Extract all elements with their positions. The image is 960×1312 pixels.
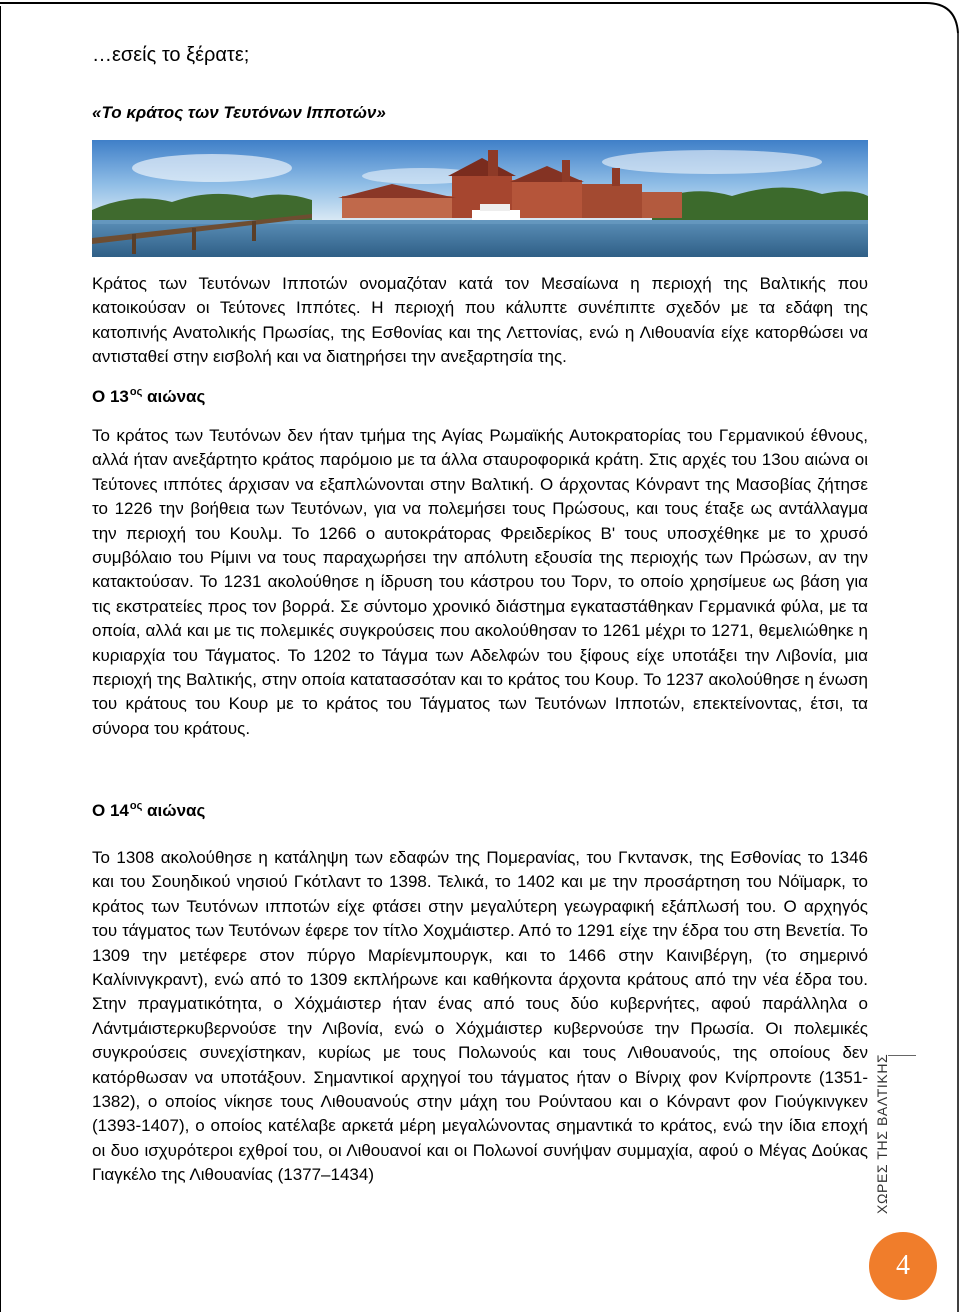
- section-title-suffix: αιώνας: [142, 387, 206, 406]
- section-title-superscript: ος: [129, 386, 143, 398]
- page-number: 4: [896, 1250, 910, 1281]
- section-title-superscript: ος: [129, 800, 143, 812]
- page-heading: …εσείς το ξέρατε;: [92, 44, 250, 66]
- side-label-text: ΧΩΡΕΣ ΤΗΣ ΒΑΛΤΙΚΗΣ: [874, 1053, 890, 1214]
- section-title-13th-century: [92, 386, 205, 407]
- section-title-suffix: αιώνας: [142, 801, 206, 820]
- page-number-badge: [869, 1232, 937, 1300]
- section-title-prefix: Ο 13: [92, 387, 129, 406]
- section-title-prefix: Ο 14: [92, 801, 129, 820]
- section-14-paragraph: Το 1308 ακολούθησε η κατάληψη των εδαφών της Πομερανίας, του Γκντανσκ, της Εσθονίας το 1346 και του Σουηδικού νησιού Γκότλαντ το 1398. Τελικά, το 1402 και με την προσάρτηση του Νόϊμαρκ, το κράτος των Τευτόνων ιπποτών είχε φτάσει στην μεγαλύτερη γεωγραφική εξάπλωσή του. Ο αρχηγός του τάγματος των Τευτόνων έφερε τον τίτλο Χοχμάιστερ. Από το 1291 είχε την έδρα του στη Βενετία. Το 1309 την μετέφερε στον πύργο Μαρίενμπουργκ, και το 1466 στην Καινιβέργη, (το σημερινό Καλίνινγκραντ), ενώ από το 1309 εκπλήρωνε και καθήκοντα άρχοντα κράτους από την νέα έδρα του. Στην πραγματικότητα, ο Χόχμάιστερ ήταν ένας από τους δύο κυβερνήτες, αφού παράλληλα ο Λάντμάιστερκυβερνούσε την Λιβονία, ενώ ο Χόχμάιστερ κυβερνούσε την Πρωσία. Οι πολεμικές συγκρούσεις συνεχίστηκαν, κυρίως με τους Πολωνούς και τους Λιθουανούς, της οποίους δεν κατόρθωσαν να υποτάξουν. Σημαντικοί αρχηγοί του τάγματος ήταν ο Βίνριχ φον Κνίρπροντε (1351-1382), ο οποίος νίκησε τους Λιθουανούς στην μάχη του Ρούνταου και ο Κόνραντ φον Γιούγκινγκεν (1393-1407), ο οποίος κατέλαβε αρκετά μέρη μεγαλώνοντας σημαντικά το κράτος, ενώ την ίδια εποχή οι δυο ισχυρότεροι εχθροί του, οι Λιθουανοί και οι Πολωνοί συνήψαν συμμαχία, αφού ο Μέγας Δούκας Γιαγκέλο της Λιθουανίας (1377–1434): [92, 848, 868, 1185]
- castle-panorama-image: [92, 140, 868, 257]
- side-running-header: [874, 1054, 890, 1214]
- article-title: «Το κράτος των Τευτόνων Ιπποτών»: [92, 103, 386, 122]
- section-13-paragraph: Το κράτος των Τευτόνων δεν ήταν τμήμα της Αγίας Ρωμαϊκής Αυτοκρατορίας του Γερμανικού έθνους, αλλά ήταν ανεξάρτητο κράτος παρόμοιο με τα άλλα σταυροφορικά κράτη. Στις αρχές του 13ου αιώνα οι Τεύτονες ιππότες άρχισαν να εξαπλώνονται στην Βαλτική. Ο άρχοντας Κόνραντ της Μασοβίας ζήτησε το 1226 την βοήθεια των Τευτόνων, για να πολεμήσει τους Πρώσους, και τους έταξε ως αντάλλαγμα την περιοχή του Κουλμ. Το 1266 ο αυτοκράτορας Φρειδερίκος Β' τους υποσχέθηκε με το χρυσό συμβόλαιο του Ρίμινι να τους παραχωρήσει την απόλυτη εξουσία της περιοχής των Πρώσων, αν την κατακτούσαν. Το 1231 ακολούθησε η ίδρυση του κάστρου του Τορν, το οποίο χρησίμευε ως βάση για τις εκστρατείες προς τον βορρά. Σε σύντομο χρονικό διάστημα εγκαταστάθηκαν Γερμανικά φύλα, με τα οποία, αλλά και με τις πολεμικές συγκρούσεις που ακολούθησαν το 1261 μέχρι το 1271, θεμελιώθηκε η κυριαρχία του Τάγματος. Το 1202 το Τάγμα των Αδελφών του ξίφους είχε υποτάξει την Λιβονία, μια περιοχή της Βαλτικής, στην οποία κατατασσόταν και το κράτος του Κουρ. Το 1237 ακολούθησε η ένωση του κράτους του Κουρ με το κράτος του Τάγματος των Τευτόνων Ιπποτών, επεκτείνοντας, έτσι, τα σύνορα του κράτους.: [92, 426, 868, 738]
- intro-paragraph: Κράτος των Τευτόνων Ιπποτών ονομαζόταν κατά τον Μεσαίωνα η περιοχή της Βαλτικής που κατοικούσαν οι Τεύτονες Ιππότες. Η περιοχή που κάλυπτε συνέπιπτε σχεδόν με τα εδάφη της κατοπινής Ανατολικής Πρωσίας, της Εσθονίας και της Λεττονίας, ενώ η Λιθουανία είχε κατορθώσει να αντισταθεί στην εισβολή και να διατηρήσει την ανεξαρτησία της.: [92, 274, 868, 367]
- section-title-14th-century: [92, 800, 205, 821]
- side-label-divider: [888, 1055, 916, 1056]
